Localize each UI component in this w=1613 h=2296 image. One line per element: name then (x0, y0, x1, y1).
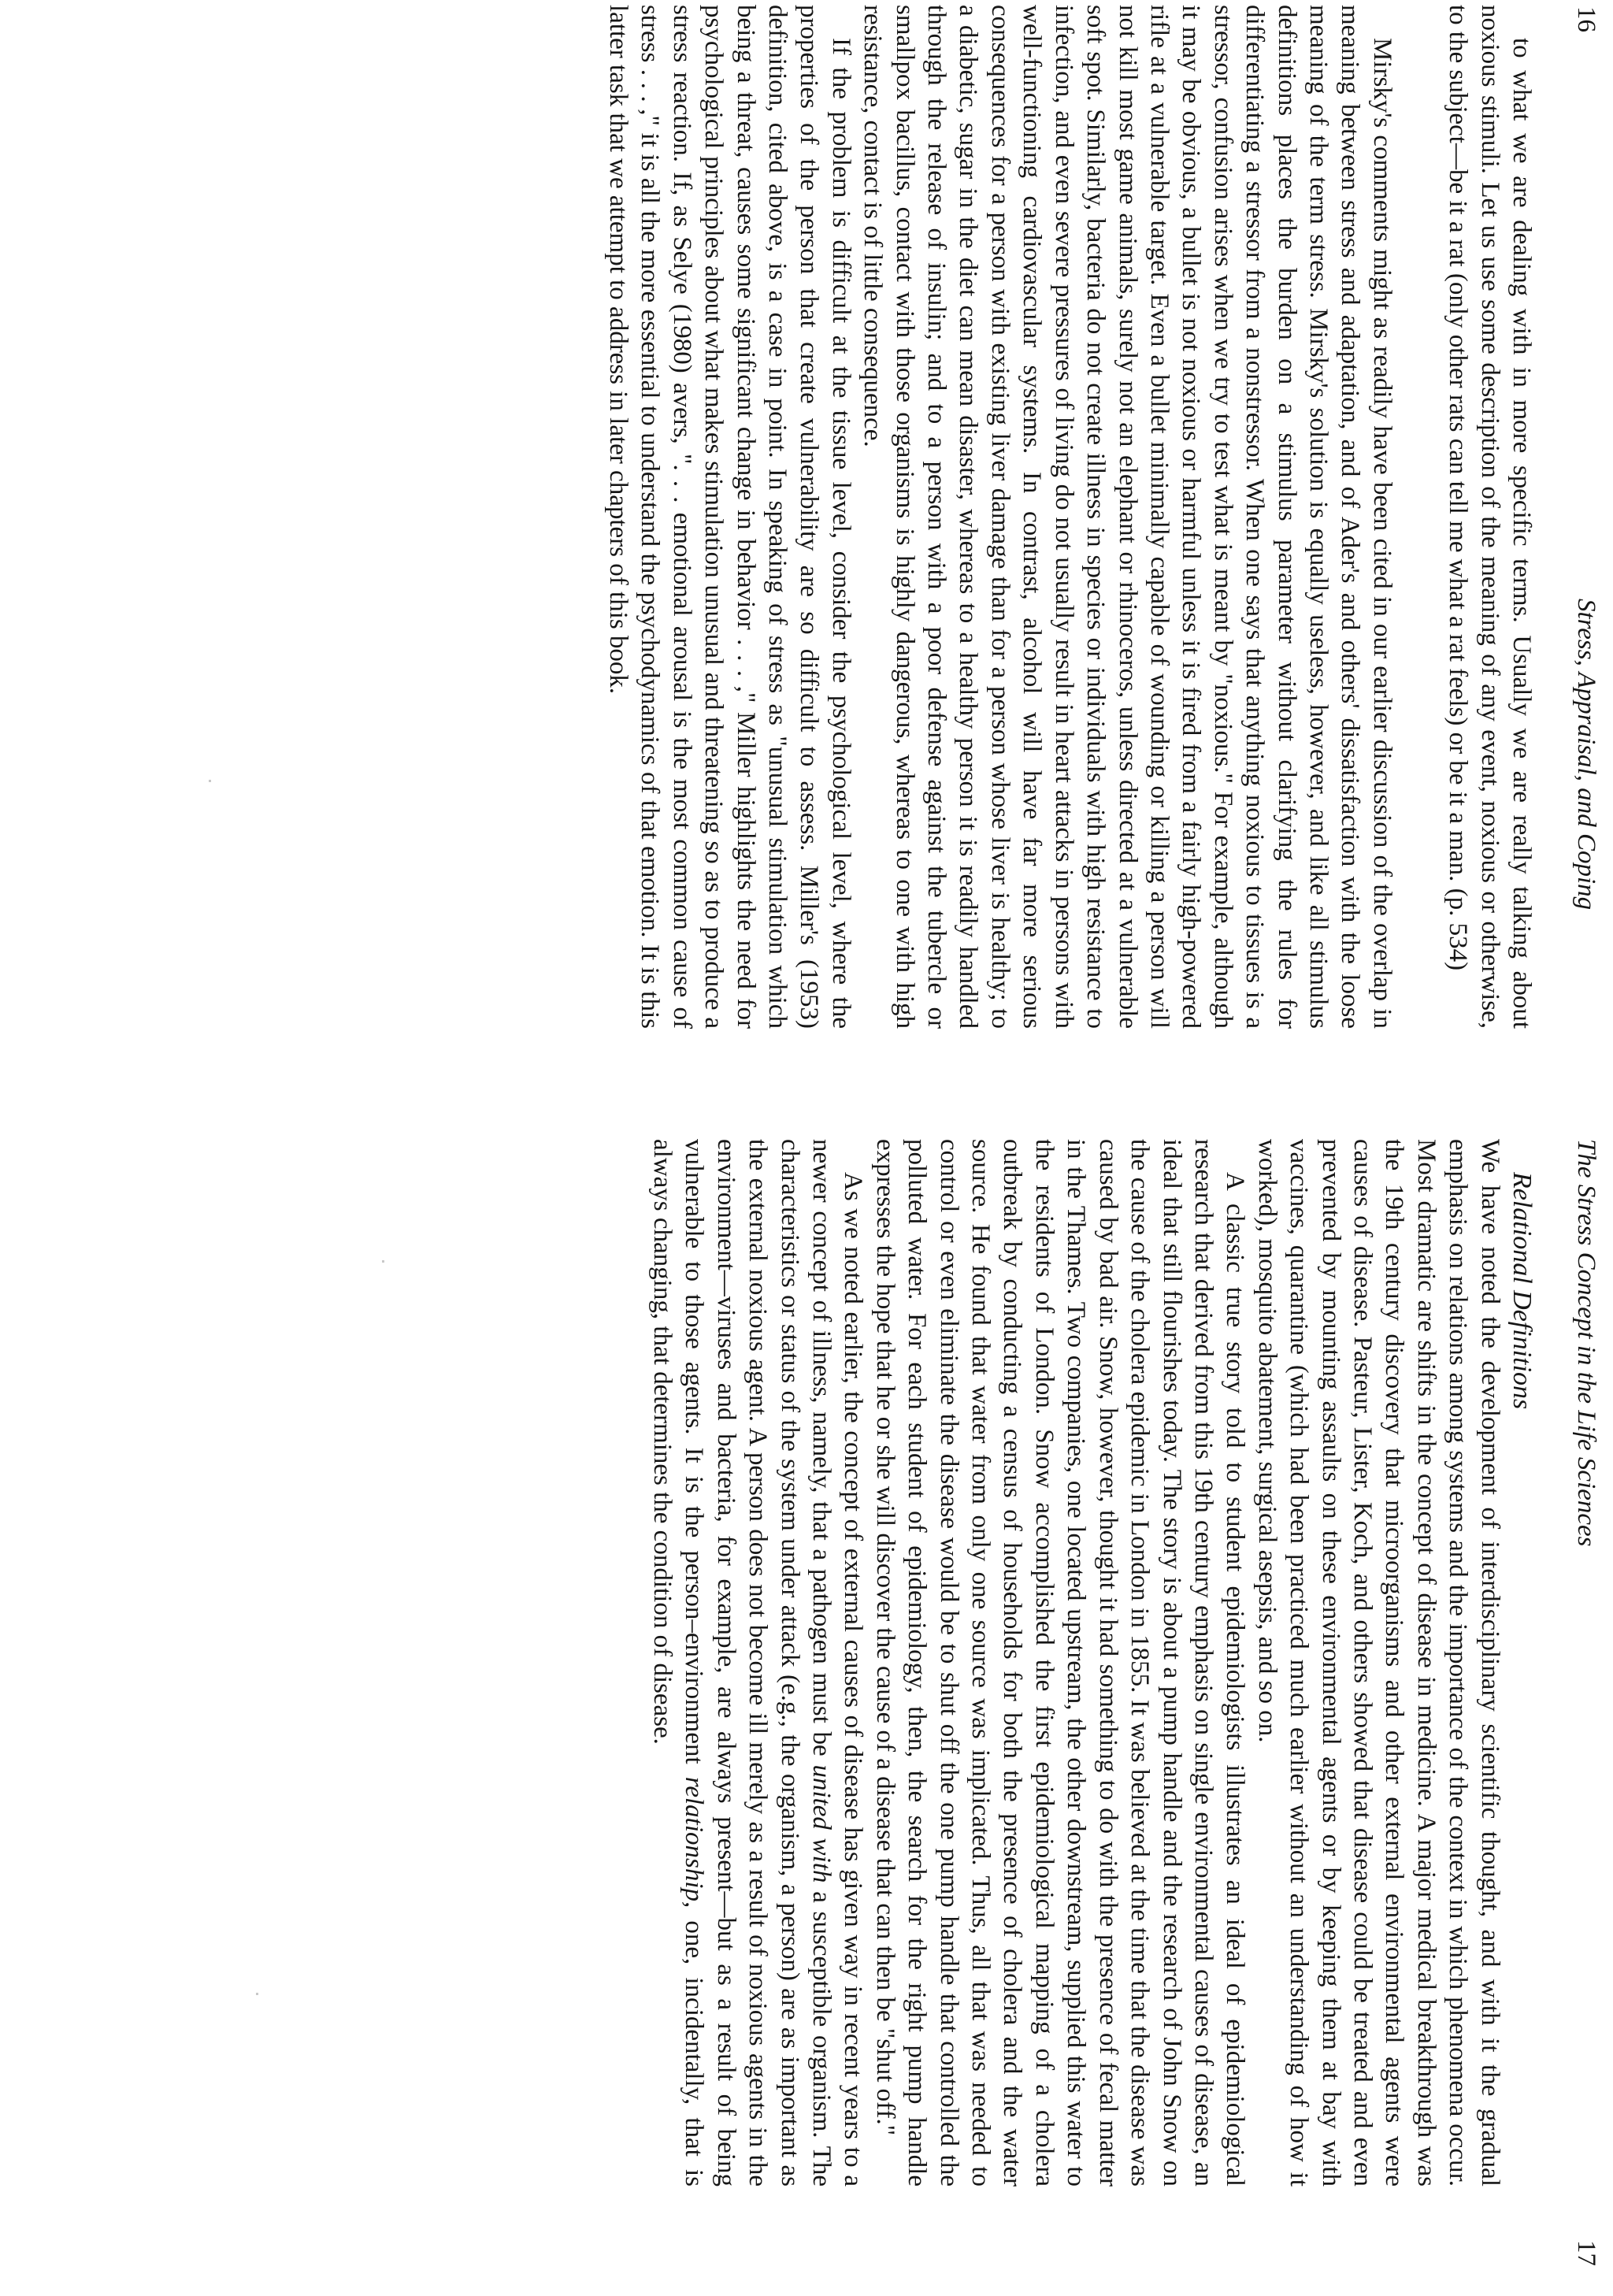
paragraph-interdisciplinary: We have noted the development of interdisciplinary scientific thought, and with it the gradual emphasis on relations among systems and the importance of the context in which phenomena occur. Most dramatic are shifts in the concept of disease in medicine. A major medical breakthrough was the 19th century discovery that microorganisms and other external environmental agents were causes of disease. Pasteur, Lister, Koch, and others showed that disease could be treated and even prevented by mounting assaults on these environmental agents or by keeping them at bay with vaccines, quarantine (which had been practiced much earlier without an understanding of how it worked), mosquito abatement, surgical asepsis, and so on. (1252, 1139, 1504, 2187)
paragraph-newer-concept-text-3: one, incidentally, that is always changing, that determines the condition of disease. (648, 1139, 709, 2187)
paragraph-newer-concept-text-2: a susceptible organism. The characteristics or status of the system under attack (e.g., the organism, a person) are as important as the external noxious agent. A person does not become ill merely as a result of noxious agents in the environment—viruses and bacteria, for example, are always present—but as a result of being vulnerable to those agents. It is the person–environment (680, 1139, 836, 2187)
scan-speck (209, 780, 211, 782)
right-page-number: 17 (1572, 2240, 1600, 2266)
paragraph-psychological-level: If the problem is difficult at the tissue level, consider the psychological level, where the properties of the person that create vulnerability are so difficult to assess. Miller's (1953) definition, cited above, is a case in point. In speaking of stress as "unusual stimulation which being a threat, causes some significant change in behavior . . . ," Miller highlights the need for psychological principles about what makes stimulation unusual and threatening so as to produce a stress reaction. If, as Selye (1980) avers, ". . . emotional arousal is the most common cause of stress . . . ," it is all the more essential to understand the psychodynamics of that emotion. It is this latter task that we attempt to address in later chapters of this book. (604, 5, 855, 1029)
paragraph-newer-concept-text-1: As we noted earlier, the concept of external causes of disease has given way in recent years to a newer concept of illness, namely, that a pathogen must be (807, 1139, 868, 2187)
left-page-body (603, 5, 1537, 1029)
right-running-head: The Stress Concept in the Life Sciences (1572, 1139, 1600, 1547)
scan-speck (382, 1260, 384, 1263)
scan-speck (256, 1993, 258, 1995)
right-page-body (647, 1139, 1537, 2187)
italic-united-with: united with (807, 1764, 836, 1883)
paragraph-pump-handle-story: A classic true story told to student epidemiologists illustrates an ideal of epidemiological research that derived from this 19th century emphasis on single environmental causes of disease, an ideal that still flourishes today. The story is about a pump handle and the research of John Snow on the cause of the cholera epidemic in London in 1855. It was believed at the time that the disease was caused by bad air. Snow, however, thought it had something to do with the presence of fecal matter in the Thames. Two companies, one located upstream, the other downstream, supplied this water to the residents of London. Snow accomplished the first epidemiological mapping of a cholera outbreak by conducting a census of households for both the presence of cholera and the water source. He found that water from only one source was implicated. Thus, all that was needed to control or even eliminate the disease would be to shut off the one pump handle that controlled the polluted water. For each student of epidemiology, then, the search for the right pump handle expresses the hope that he or she will discover the cause of a disease that can then be "shut off." (870, 1139, 1250, 2187)
italic-relationship: relationship, (680, 1776, 709, 1908)
paragraph-newer-concept (647, 1139, 870, 2187)
left-running-head: Stress, Appraisal, and Coping (1572, 599, 1600, 911)
paragraph-mirsky-comments: Mirsky's comments might as readily have been cited in our earlier discussion of the overlap in meaning between stress and adaptation, and of Ader's and others' dissatisfaction with the loose meaning of the term stress. Mirsky's solution is equally useless, however, and like all stimulus definitions places the burden on a stimulus parameter without clarifying the rules for differentiating a stressor from a nonstressor. When one says that anything noxious to tissues is a stressor, confusion arises when we try to test what is meant by "noxious." For example, although it may be obvious, a bullet is not noxious or harmful unless it is fired from a fairly high-powered rifle at a vulnerable target. Even a bullet minimally capable of wounding or killing a person will not kill most game animals, surely not an elephant or rhinoceros, unless directed at a vulnerable soft spot. Similarly, bacteria do not create illness in species or individuals with high resistance to infection, and even severe pressures of living do not usually result in heart attacks in persons with well-functioning cardiovascular systems. In contrast, alcohol will have far more serious consequences for a person with existing liver damage than for a person whose liver is healthy; to a diabetic, sugar in the diet can mean disaster, whereas to a healthy person it is readily handled through the release of insulin; and to a person with a poor defense against the tubercle or smallpox bacillus, contact with those organisms is highly dangerous, whereas to one with high resistance, contact is of little consequence. (858, 5, 1396, 1029)
block-quote-continuation: to what we are dealing with in more specific terms. Usually we are really talking about noxious stimuli. Let us use some description of the meaning of any event, noxious or otherwise, to the subject—be it a rat (only other rats can tell me what a rat feels) or be it a man. (p. 534) (1444, 5, 1536, 1029)
section-heading: Relational Definitions (1507, 1172, 1537, 1410)
right-page (0, 1134, 1613, 2296)
left-page-number: 16 (1572, 6, 1600, 32)
left-page (0, 0, 1613, 1134)
